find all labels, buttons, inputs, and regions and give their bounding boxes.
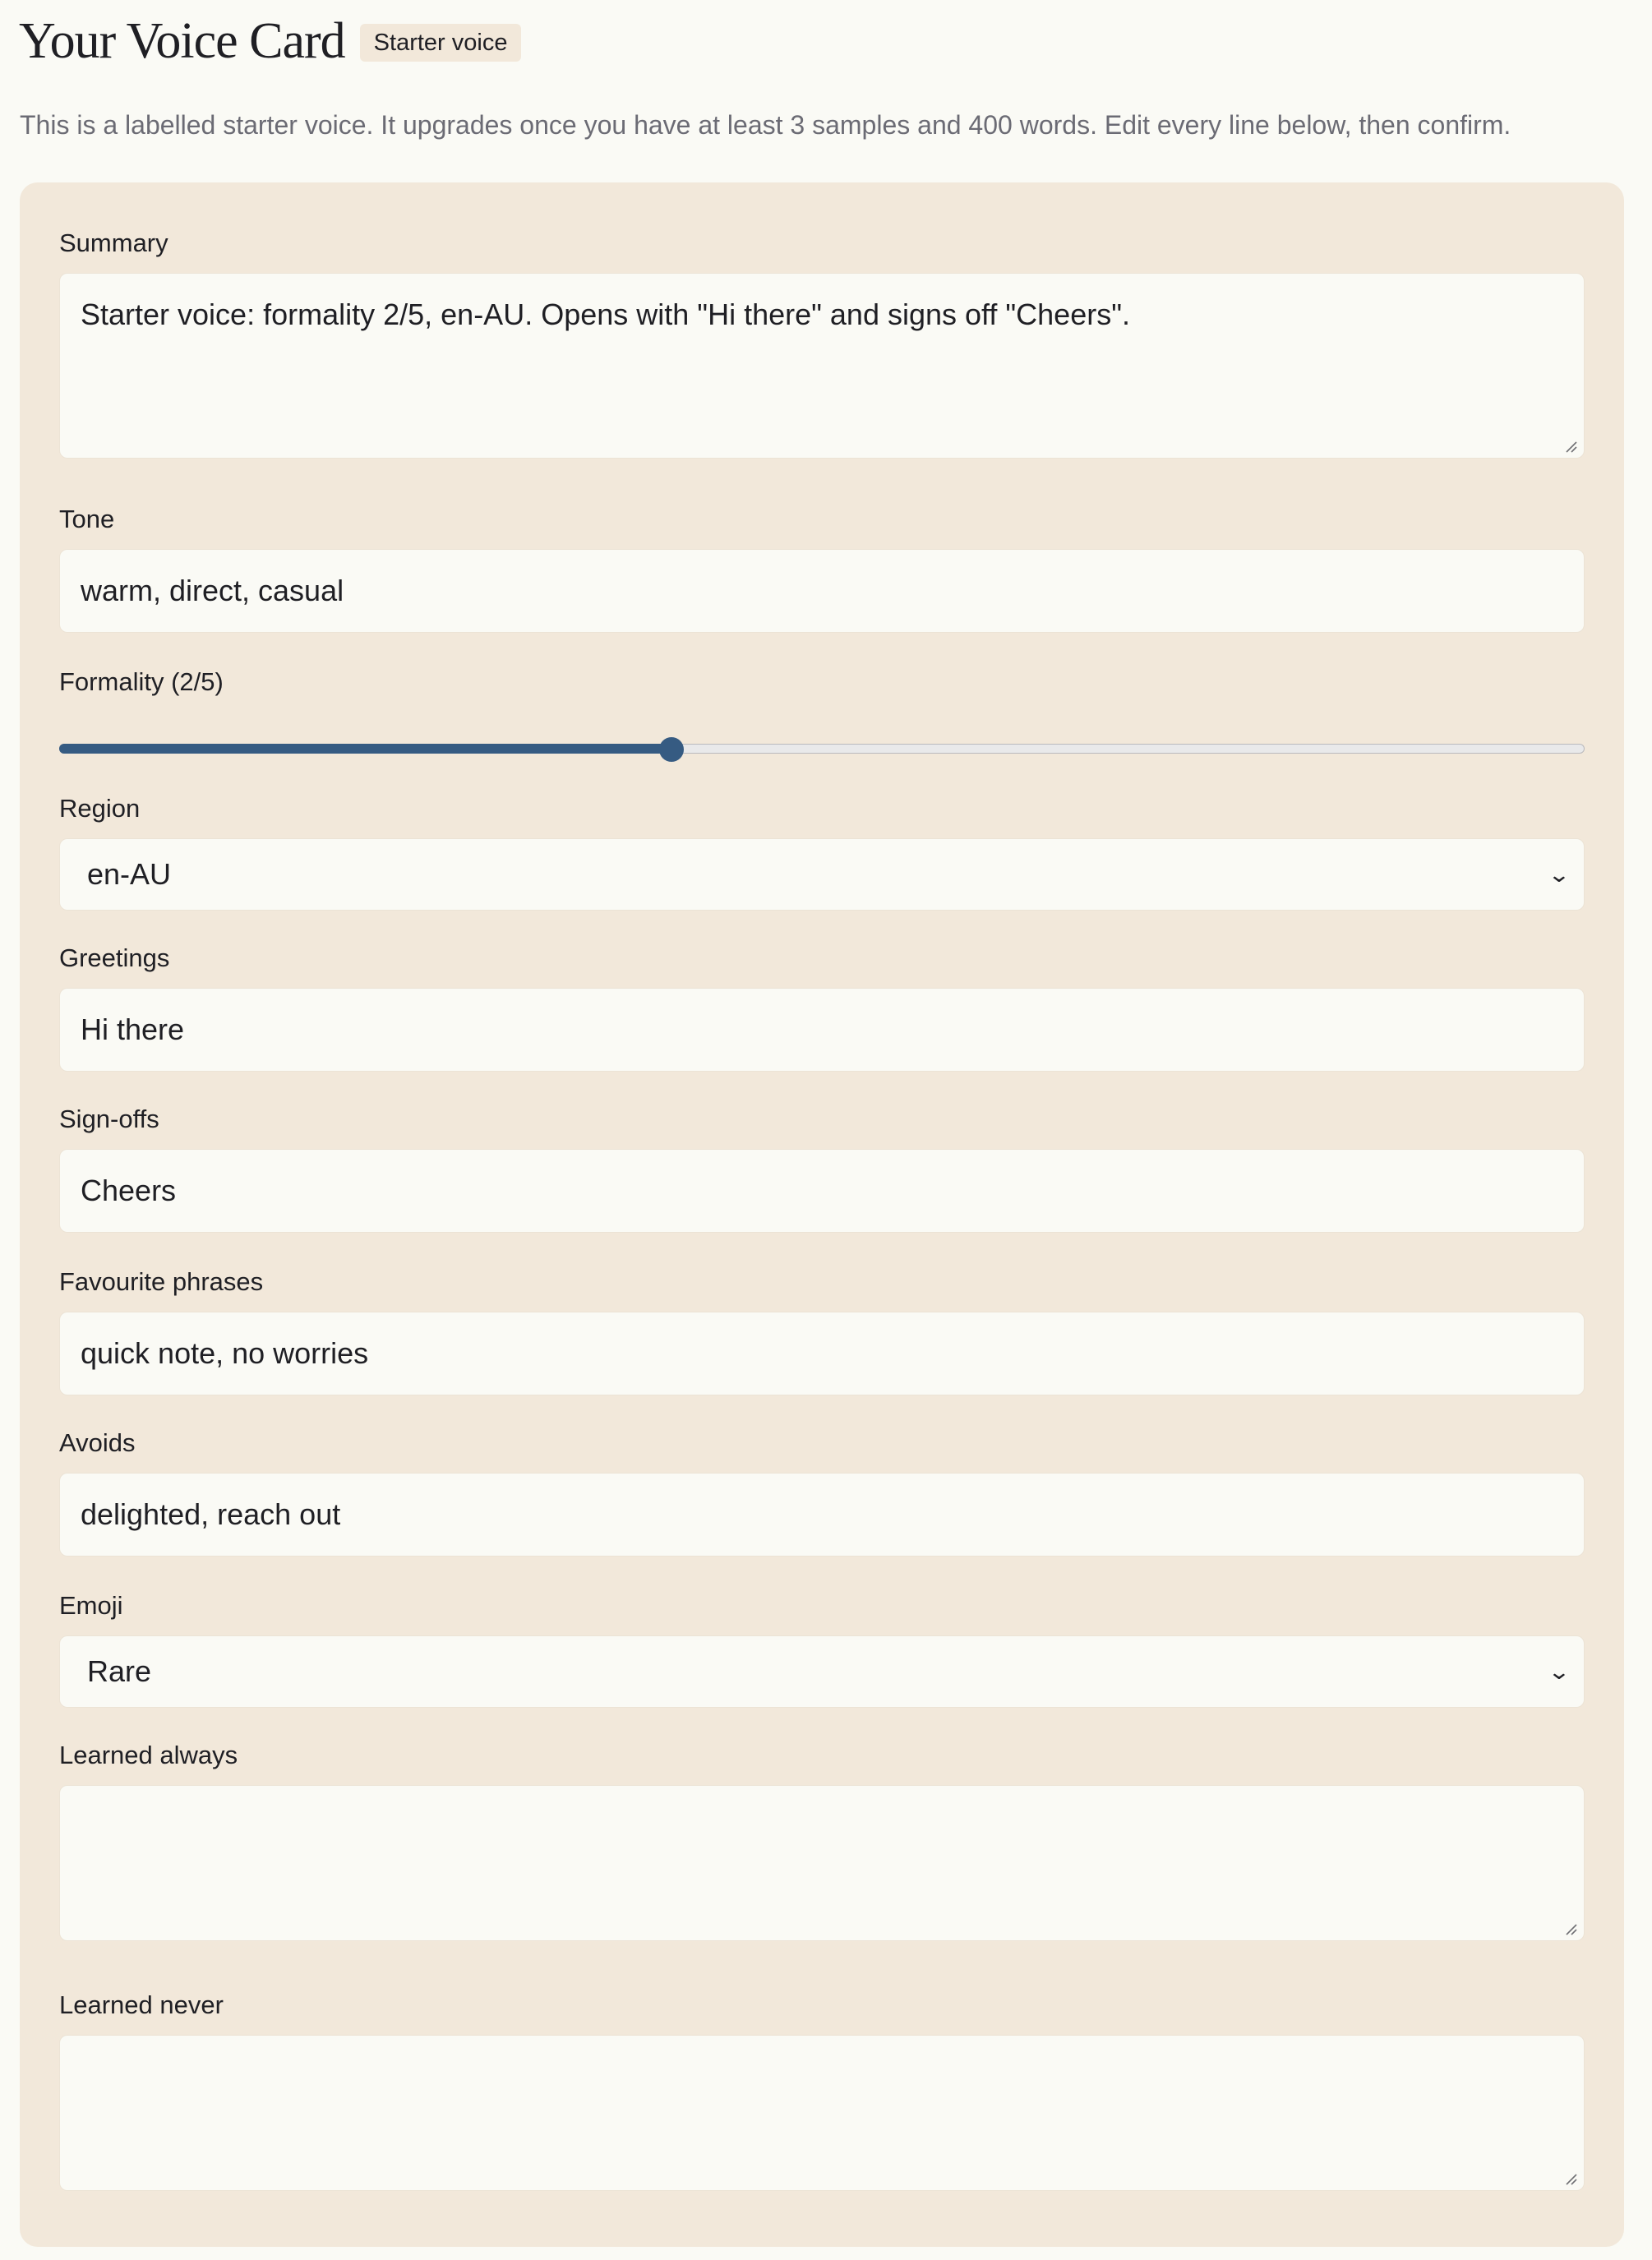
avoids-value: delighted, reach out <box>81 1497 341 1531</box>
emoji-select[interactable] <box>59 1635 1585 1708</box>
summary-label: Summary <box>59 228 168 257</box>
tone-input[interactable] <box>59 549 1585 633</box>
region-selected-value: en-AU <box>87 857 172 891</box>
formality-slider-thumb[interactable] <box>659 737 684 762</box>
formality-slider[interactable] <box>59 737 1585 760</box>
chevron-down-icon: ⌄ <box>1547 1658 1571 1684</box>
emoji-label: Emoji <box>59 1591 123 1620</box>
voice-card-form <box>20 182 1624 2247</box>
chevron-down-icon: ⌄ <box>1547 861 1571 887</box>
greetings-label: Greetings <box>59 943 170 972</box>
summary-textarea[interactable] <box>59 273 1585 459</box>
starter-voice-badge: Starter voice <box>360 24 522 62</box>
signoffs-input[interactable] <box>59 1149 1585 1233</box>
resize-handle-icon[interactable] <box>1564 2172 1577 2185</box>
favourite-phrases-value: quick note, no worries <box>81 1336 369 1370</box>
greetings-value: Hi there <box>81 1012 185 1046</box>
learned-always-textarea[interactable] <box>59 1785 1585 1941</box>
resize-handle-icon[interactable] <box>1564 1922 1577 1935</box>
formality-slider-fill <box>59 744 671 754</box>
tone-value: warm, direct, casual <box>81 574 344 607</box>
summary-value: Starter voice: formality 2/5, en-AU. Opens with "Hi there" and signs off "Cheers". <box>81 297 1130 331</box>
page-title: Your Voice Card <box>19 13 345 69</box>
intro-text: This is a labelled starter voice. It upgrades once you have at least 3 samples and 400 words. Edit every line below, then confirm. <box>20 110 1511 140</box>
formality-label: Formality (2/5) <box>59 667 224 696</box>
region-label: Region <box>59 794 141 823</box>
signoffs-label: Sign-offs <box>59 1105 159 1133</box>
learned-always-label: Learned always <box>59 1741 238 1769</box>
resize-handle-icon[interactable] <box>1564 440 1577 453</box>
emoji-selected-value: Rare <box>87 1654 152 1688</box>
avoids-label: Avoids <box>59 1428 136 1457</box>
tone-label: Tone <box>59 505 115 533</box>
page-header <box>19 12 521 71</box>
learned-never-label: Learned never <box>59 1990 224 2019</box>
avoids-input[interactable] <box>59 1473 1585 1557</box>
learned-never-textarea[interactable] <box>59 2035 1585 2191</box>
signoffs-value: Cheers <box>81 1174 177 1207</box>
region-select[interactable] <box>59 838 1585 911</box>
favourite-phrases-input[interactable] <box>59 1312 1585 1395</box>
favourite-phrases-label: Favourite phrases <box>59 1267 264 1296</box>
greetings-input[interactable] <box>59 988 1585 1072</box>
